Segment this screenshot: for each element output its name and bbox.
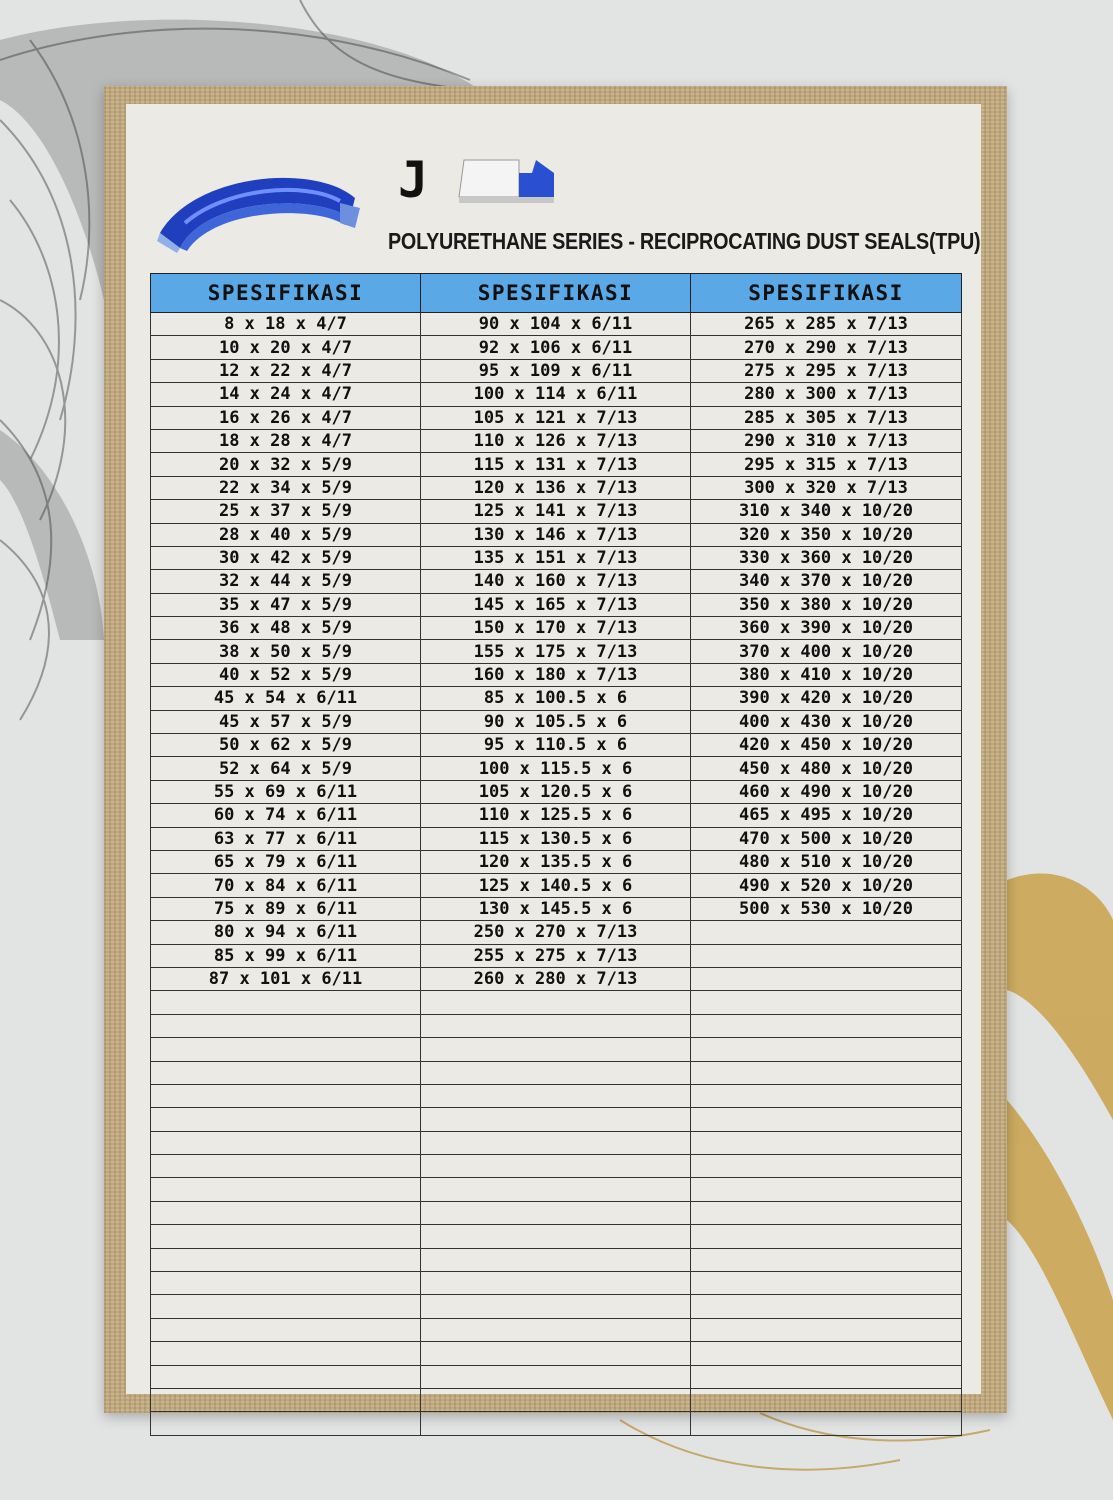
table-cell (691, 921, 962, 944)
table-cell: 340 x 370 x 10/20 (691, 570, 962, 593)
table-cell (151, 1084, 421, 1107)
table-row (151, 1388, 962, 1411)
table-cell (691, 1108, 962, 1131)
table-cell: 150 x 170 x 7/13 (421, 617, 691, 640)
table-cell (691, 1201, 962, 1224)
seal-ring-icon (155, 163, 360, 253)
table-cell (151, 991, 421, 1014)
table-cell (691, 1061, 962, 1084)
table-cell (421, 1388, 691, 1411)
table-cell: 20 x 32 x 5/9 (151, 453, 421, 476)
table-row (151, 874, 962, 897)
table-cell: 87 x 101 x 6/11 (151, 967, 421, 990)
table-cell: 155 x 175 x 7/13 (421, 640, 691, 663)
table-cell (691, 1131, 962, 1154)
table-cell (151, 1248, 421, 1271)
specification-table (150, 273, 962, 1436)
table-row (151, 640, 962, 663)
table-cell: 125 x 140.5 x 6 (421, 874, 691, 897)
table-cell (421, 1225, 691, 1248)
table-cell (691, 1225, 962, 1248)
table-row (151, 827, 962, 850)
table-row (151, 523, 962, 546)
table-cell (421, 1412, 691, 1435)
table-cell: 290 x 310 x 7/13 (691, 429, 962, 452)
table-cell: 420 x 450 x 10/20 (691, 734, 962, 757)
table-cell: 255 x 275 x 7/13 (421, 944, 691, 967)
table-row (151, 453, 962, 476)
table-cell: 390 x 420 x 10/20 (691, 687, 962, 710)
table-row (151, 1014, 962, 1037)
table-cell: 500 x 530 x 10/20 (691, 897, 962, 920)
table-cell: 36 x 48 x 5/9 (151, 617, 421, 640)
table-cell (421, 1342, 691, 1365)
seal-profile-icon (454, 155, 559, 205)
table-cell: 360 x 390 x 10/20 (691, 617, 962, 640)
table-cell (151, 1342, 421, 1365)
table-cell: 16 x 26 x 4/7 (151, 406, 421, 429)
table-cell: 400 x 430 x 10/20 (691, 710, 962, 733)
table-cell: 100 x 114 x 6/11 (421, 383, 691, 406)
table-row (151, 546, 962, 569)
table-row (151, 663, 962, 686)
table-cell: 105 x 120.5 x 6 (421, 780, 691, 803)
table-cell: 25 x 37 x 5/9 (151, 500, 421, 523)
series-letter: J (398, 151, 429, 209)
table-cell (691, 967, 962, 990)
table-cell: 250 x 270 x 7/13 (421, 921, 691, 944)
table-cell (691, 1248, 962, 1271)
table-row (151, 967, 962, 990)
table-cell: 80 x 94 x 6/11 (151, 921, 421, 944)
table-cell: 460 x 490 x 10/20 (691, 780, 962, 803)
table-cell: 12 x 22 x 4/7 (151, 359, 421, 382)
table-header-row (151, 274, 962, 313)
table-row (151, 476, 962, 499)
table-row (151, 313, 962, 336)
table-cell: 480 x 510 x 10/20 (691, 850, 962, 873)
table-cell (691, 1342, 962, 1365)
table-cell (421, 1248, 691, 1271)
table-cell: 265 x 285 x 7/13 (691, 313, 962, 336)
table-cell (691, 1412, 962, 1435)
table-cell (421, 1318, 691, 1341)
table-cell: 55 x 69 x 6/11 (151, 780, 421, 803)
table-row (151, 944, 962, 967)
page-title: POLYURETHANE SERIES - RECIPROCATING DUST SEALS(TPU) (388, 228, 981, 254)
table-cell: 130 x 146 x 7/13 (421, 523, 691, 546)
table-cell: 22 x 34 x 5/9 (151, 476, 421, 499)
table-row (151, 1295, 962, 1318)
table-row (151, 1318, 962, 1341)
table-cell (151, 1295, 421, 1318)
table-row (151, 593, 962, 616)
table-row (151, 1248, 962, 1271)
table-row (151, 383, 962, 406)
table-cell (151, 1318, 421, 1341)
table-cell (691, 1388, 962, 1411)
table-cell: 90 x 105.5 x 6 (421, 710, 691, 733)
table-row (151, 734, 962, 757)
table-row (151, 850, 962, 873)
table-row (151, 991, 962, 1014)
table-cell: 130 x 145.5 x 6 (421, 897, 691, 920)
table-row (151, 1201, 962, 1224)
table-cell (151, 1365, 421, 1388)
table-row (151, 710, 962, 733)
table-cell (151, 1388, 421, 1411)
table-cell: 370 x 400 x 10/20 (691, 640, 962, 663)
table-cell (151, 1225, 421, 1248)
table-row (151, 757, 962, 780)
table-cell (421, 1108, 691, 1131)
table-cell: 100 x 115.5 x 6 (421, 757, 691, 780)
table-cell (151, 1201, 421, 1224)
table-cell: 35 x 47 x 5/9 (151, 593, 421, 616)
table-cell (691, 1038, 962, 1061)
table-row (151, 429, 962, 452)
table-cell: 330 x 360 x 10/20 (691, 546, 962, 569)
table-cell (691, 991, 962, 1014)
table-cell (151, 1155, 421, 1178)
table-cell: 92 x 106 x 6/11 (421, 336, 691, 359)
table-cell: 110 x 126 x 7/13 (421, 429, 691, 452)
table-cell (421, 1014, 691, 1037)
column-header: SPESIFIKASI (691, 274, 962, 313)
table-row (151, 1108, 962, 1131)
table-cell: 120 x 135.5 x 6 (421, 850, 691, 873)
table-cell: 125 x 141 x 7/13 (421, 500, 691, 523)
table-row (151, 570, 962, 593)
table-cell (421, 1084, 691, 1107)
table-cell: 260 x 280 x 7/13 (421, 967, 691, 990)
table-cell: 160 x 180 x 7/13 (421, 663, 691, 686)
table-cell: 60 x 74 x 6/11 (151, 804, 421, 827)
table-cell: 450 x 480 x 10/20 (691, 757, 962, 780)
table-cell: 40 x 52 x 5/9 (151, 663, 421, 686)
table-cell: 350 x 380 x 10/20 (691, 593, 962, 616)
table-row (151, 336, 962, 359)
table-cell: 320 x 350 x 10/20 (691, 523, 962, 546)
column-header: SPESIFIKASI (421, 274, 691, 313)
table-cell: 70 x 84 x 6/11 (151, 874, 421, 897)
table-cell: 14 x 24 x 4/7 (151, 383, 421, 406)
table-row (151, 804, 962, 827)
table-cell (151, 1108, 421, 1131)
table-row (151, 687, 962, 710)
table-cell: 295 x 315 x 7/13 (691, 453, 962, 476)
table-cell: 280 x 300 x 7/13 (691, 383, 962, 406)
table-cell: 380 x 410 x 10/20 (691, 663, 962, 686)
table-cell (421, 1061, 691, 1084)
table-cell: 95 x 109 x 6/11 (421, 359, 691, 382)
table-cell: 52 x 64 x 5/9 (151, 757, 421, 780)
table-cell: 470 x 500 x 10/20 (691, 827, 962, 850)
table-row (151, 617, 962, 640)
table-cell (691, 1365, 962, 1388)
table-cell: 110 x 125.5 x 6 (421, 804, 691, 827)
table-cell: 135 x 151 x 7/13 (421, 546, 691, 569)
table-row (151, 780, 962, 803)
table-cell (421, 1365, 691, 1388)
table-cell: 300 x 320 x 7/13 (691, 476, 962, 499)
table-cell: 145 x 165 x 7/13 (421, 593, 691, 616)
table-cell: 310 x 340 x 10/20 (691, 500, 962, 523)
table-cell (421, 1038, 691, 1061)
table-cell (421, 1178, 691, 1201)
table-cell: 30 x 42 x 5/9 (151, 546, 421, 569)
table-cell (151, 1014, 421, 1037)
table-row (151, 921, 962, 944)
table-cell: 85 x 100.5 x 6 (421, 687, 691, 710)
table-cell: 65 x 79 x 6/11 (151, 850, 421, 873)
table-row (151, 500, 962, 523)
table-cell: 8 x 18 x 4/7 (151, 313, 421, 336)
table-cell (421, 1201, 691, 1224)
table-cell: 63 x 77 x 6/11 (151, 827, 421, 850)
table-cell (691, 944, 962, 967)
table-cell: 38 x 50 x 5/9 (151, 640, 421, 663)
table-cell (421, 1295, 691, 1318)
table-row (151, 1061, 962, 1084)
table-cell: 120 x 136 x 7/13 (421, 476, 691, 499)
table-cell: 28 x 40 x 5/9 (151, 523, 421, 546)
table-cell: 115 x 130.5 x 6 (421, 827, 691, 850)
table-cell (151, 1412, 421, 1435)
table-cell: 465 x 495 x 10/20 (691, 804, 962, 827)
table-cell: 85 x 99 x 6/11 (151, 944, 421, 967)
table-cell: 50 x 62 x 5/9 (151, 734, 421, 757)
table-row (151, 1155, 962, 1178)
table-cell (151, 1131, 421, 1154)
table-row (151, 359, 962, 382)
table-cell (421, 1272, 691, 1295)
column-header: SPESIFIKASI (151, 274, 421, 313)
table-row (151, 1178, 962, 1201)
table-cell: 90 x 104 x 6/11 (421, 313, 691, 336)
table-cell (691, 1318, 962, 1341)
table-cell: 285 x 305 x 7/13 (691, 406, 962, 429)
table-cell: 270 x 290 x 7/13 (691, 336, 962, 359)
table-cell (691, 1014, 962, 1037)
table-cell: 105 x 121 x 7/13 (421, 406, 691, 429)
table-cell: 18 x 28 x 4/7 (151, 429, 421, 452)
table-cell: 45 x 54 x 6/11 (151, 687, 421, 710)
table-cell: 32 x 44 x 5/9 (151, 570, 421, 593)
table-cell: 140 x 160 x 7/13 (421, 570, 691, 593)
table-cell (151, 1272, 421, 1295)
table-cell: 275 x 295 x 7/13 (691, 359, 962, 382)
table-cell: 490 x 520 x 10/20 (691, 874, 962, 897)
table-cell (421, 1131, 691, 1154)
table-cell (691, 1084, 962, 1107)
table-row (151, 1225, 962, 1248)
table-cell (151, 1038, 421, 1061)
table-row (151, 1342, 962, 1365)
table-cell (421, 991, 691, 1014)
table-row (151, 1272, 962, 1295)
table-row (151, 406, 962, 429)
table-cell: 115 x 131 x 7/13 (421, 453, 691, 476)
table-cell: 95 x 110.5 x 6 (421, 734, 691, 757)
table-row (151, 1131, 962, 1154)
table-cell (691, 1295, 962, 1318)
table-row (151, 1412, 962, 1435)
table-cell (151, 1178, 421, 1201)
table-cell (151, 1061, 421, 1084)
table-row (151, 1365, 962, 1388)
table-cell: 10 x 20 x 4/7 (151, 336, 421, 359)
table-cell (691, 1155, 962, 1178)
table-row (151, 1084, 962, 1107)
table-row (151, 1038, 962, 1061)
table-cell (691, 1178, 962, 1201)
table-row (151, 897, 962, 920)
table-cell (691, 1272, 962, 1295)
table-cell (421, 1155, 691, 1178)
table-body (151, 313, 962, 1436)
table-cell: 75 x 89 x 6/11 (151, 897, 421, 920)
table-cell: 45 x 57 x 5/9 (151, 710, 421, 733)
